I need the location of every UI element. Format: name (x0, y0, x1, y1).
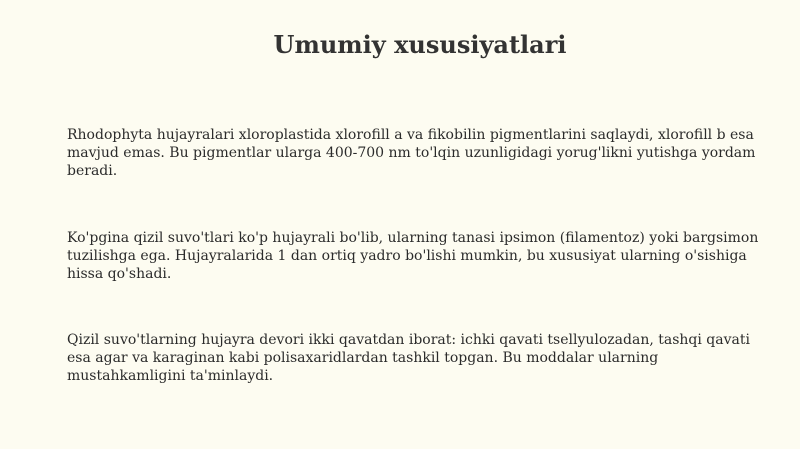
paragraph-cell-wall: Qizil suvo'tlarning hujayra devori ikki qavatdan iborat: ichki qavati tsellyulozadan, tashqi qavati esa agar va karaginan kabi polisaxaridlardan tashkil topgan. Bu moddalar ularning mustahkamligini ta'minlaydi. (67, 332, 750, 384)
paragraph-structure: Ko'pgina qizil suvo'tlari ko'p hujayrali bo'lib, ularning tanasi ipsimon (filamentoz) yoki bargsimon tuzilishga ega. Hujayralarida 1 dan ortiq yadro bo'lishi mumkin, bu xususiyat ularning o'sishiga hissa qo'shadi. (67, 230, 759, 282)
paragraph-pigments: Rhodophyta hujayralari xloroplastida xlorofill a va fikobilin pigmentlarini saqlaydi, xlorofill b esa mavjud emas. Bu pigmentlar ularga 400-700 nm to'lqin uzunligidagi yorug'likni yutishga yordam beradi. (67, 127, 756, 179)
slide-title: Umumiy xususiyatlari (273, 30, 567, 59)
